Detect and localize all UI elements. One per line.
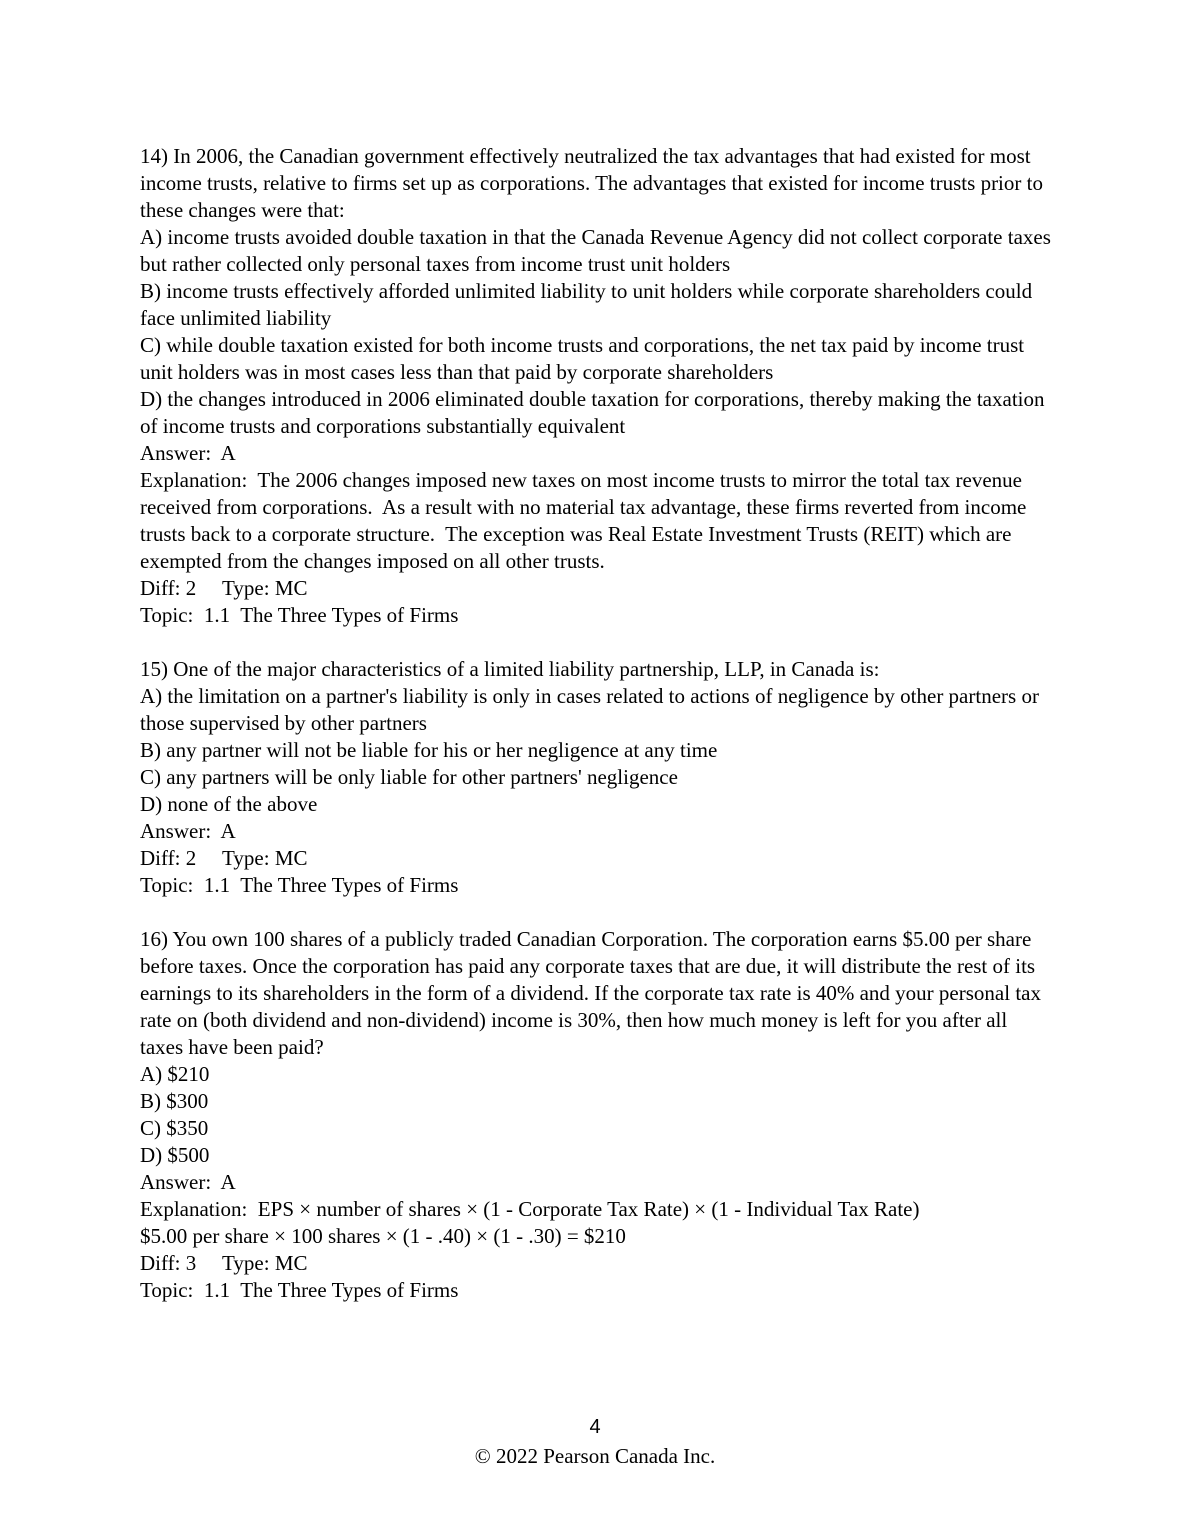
question-16-choice-b: B) $300 — [140, 1089, 209, 1113]
question-16-choice-d: D) $500 — [140, 1143, 210, 1167]
question-14-choice-c: C) while double taxation existed for both income trusts and corporations, the net tax paid by income trust unit holders was in most cases less than that paid by corporate shareholders — [140, 333, 1030, 384]
question-15-stem: 15) One of the major characteristics of a limited liability partnership, LLP, in Canada is: — [140, 657, 880, 681]
question-14-stem: 14) In 2006, the Canadian government effectively neutralized the tax advantages that had existed for most income trusts, relative to firms set up as corporations. The advantages that existed for income trusts prior to these changes were that: — [140, 144, 1049, 222]
question-14 — [140, 143, 1055, 629]
question-15 — [140, 656, 1055, 899]
question-15-topic: Topic: 1.1 The Three Types of Firms — [140, 873, 459, 897]
copyright-notice: © 2022 Pearson Canada Inc. — [474, 1444, 716, 1468]
question-14-topic: Topic: 1.1 The Three Types of Firms — [140, 603, 459, 627]
question-14-choice-a: A) income trusts avoided double taxation in that the Canada Revenue Agency did not collect corporate taxes but rather collected only personal taxes from income trust unit holders — [140, 225, 1057, 276]
question-15-choice-d: D) none of the above — [140, 792, 318, 816]
question-14-explanation: Explanation: The 2006 changes imposed new taxes on most income trusts to mirror the total tax revenue received from corporations. As a result with no material tax advantage, these firms reverted from income trusts back to a corporate structure. The exception was Real Estate Investment Trusts (REIT) which are exempted from the changes imposed on all other trusts. — [140, 468, 1032, 573]
question-16-choice-a: A) $210 — [140, 1062, 210, 1086]
page-number: 4 — [589, 1416, 601, 1438]
question-14-answer: Answer: A — [140, 441, 236, 465]
question-16-answer: Answer: A — [140, 1170, 236, 1194]
question-16-explanation-calculation: $5.00 per share × 100 shares × (1 - .40) × (1 - .30) = $210 — [140, 1224, 626, 1248]
question-15-choice-b: B) any partner will not be liable for his or her negligence at any time — [140, 738, 718, 762]
question-16-diff-type: Diff: 3 Type: MC — [140, 1251, 308, 1275]
page-body-text — [140, 143, 1055, 1304]
question-14-choice-d: D) the changes introduced in 2006 eliminated double taxation for corporations, thereby making the taxation of income trusts and corporations substantially equivalent — [140, 387, 1050, 438]
question-16-choice-c: C) $350 — [140, 1116, 209, 1140]
question-16 — [140, 926, 1055, 1304]
question-16-topic: Topic: 1.1 The Three Types of Firms — [140, 1278, 459, 1302]
question-14-diff-type: Diff: 2 Type: MC — [140, 576, 308, 600]
question-15-answer: Answer: A — [140, 819, 236, 843]
question-15-choice-a: A) the limitation on a partner's liability is only in cases related to actions of negligence by other partners or those supervised by other partners — [140, 684, 1045, 735]
question-16-explanation-formula: Explanation: EPS × number of shares × (1 - Corporate Tax Rate) × (1 - Individual Tax Rate) — [140, 1197, 920, 1221]
question-14-choice-b: B) income trusts effectively afforded unlimited liability to unit holders while corporate shareholders could face unlimited liability — [140, 279, 1038, 330]
question-16-stem: 16) You own 100 shares of a publicly traded Canadian Corporation. The corporation earns $5.00 per share before taxes. Once the corporation has paid any corporate taxes that are due, it will distribute the rest of its earnings to its shareholders in the form of a dividend. If the corporate tax rate is 40% and your personal tax rate on (both dividend and non-dividend) income is 30%, then how much money is left for you after all taxes have been paid? — [140, 927, 1047, 1059]
question-15-diff-type: Diff: 2 Type: MC — [140, 846, 308, 870]
question-15-choice-c: C) any partners will be only liable for other partners' negligence — [140, 765, 678, 789]
